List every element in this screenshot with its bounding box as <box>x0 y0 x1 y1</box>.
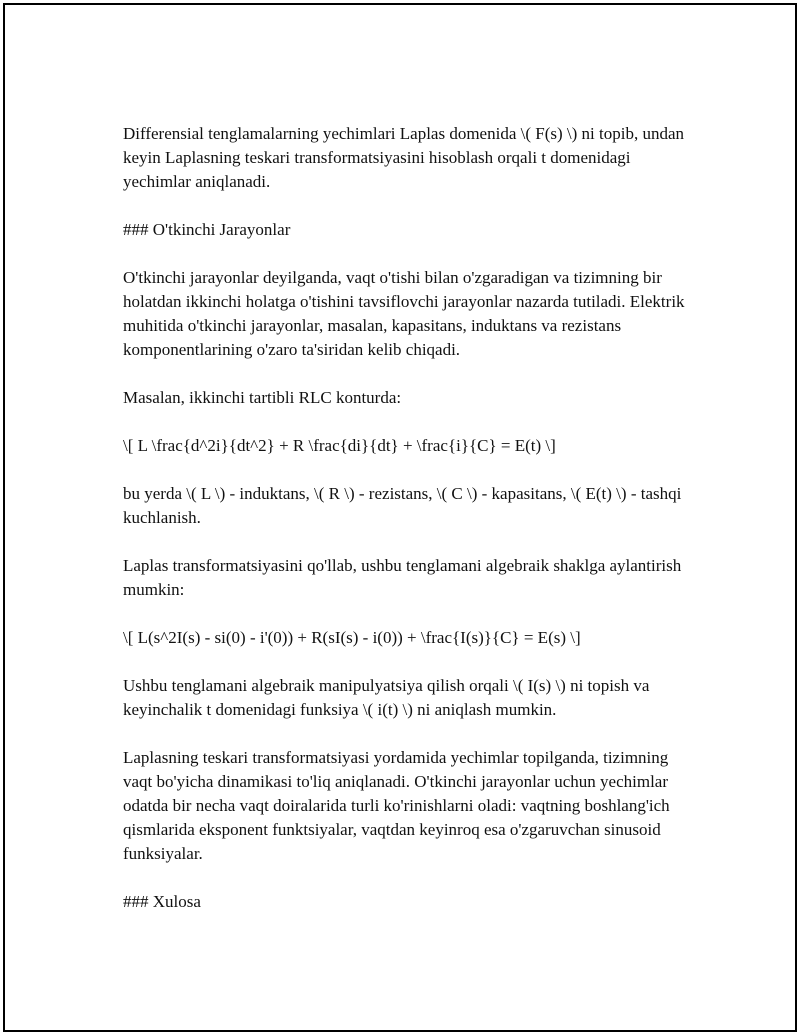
document-body <box>123 122 693 938</box>
paragraph-rlc-example-intro: Masalan, ikkinchi tartibli RLC konturda: <box>123 388 402 407</box>
paragraph-laplace-apply: Laplas transformatsiyasini qo'llab, ushbu tenglamani algebraik shaklga aylantirish mumkin: <box>123 556 682 599</box>
heading-conclusion: ### Xulosa <box>123 892 201 911</box>
paragraph-variable-definitions: bu yerda \( L \) - induktans, \( R \) - rezistans, \( C \) - kapasitans, \( E(t) \) - tashqi kuchlanish. <box>123 484 682 527</box>
heading-transient-processes: ### O'tkinchi Jarayonlar <box>123 220 291 239</box>
paragraph-time-dynamics: Laplasning teskari transformatsiyasi yordamida yechimlar topilganda, tizimning vaqt bo'yicha dinamikasi to'liq aniqlanadi. O'tkinchi jarayonlar uchun yechimlar odatda bir necha vaqt doiralarida turli ko'rinishlarni oladi: vaqtning boshlang'ich qismlarida eksponent funktsiyalar, vaqtdan keyinroq esa o'zgaruvchan sinusoid funksiyalar. <box>123 748 670 863</box>
paragraph-transient-definition: O'tkinchi jarayonlar deyilganda, vaqt o'tishi bilan o'zgaradigan va tizimning bir holatdan ikkinchi holatga o'tishini tavsiflovchi jarayonlar nazarda tutiladi. Elektrik muhitida o'tkinchi jarayonlar, masalan, kapasitans, induktans va rezistans komponentlarining o'zaro ta'siridan kelib chiqadi. <box>123 268 685 359</box>
equation-rlc-differential: \[ L \frac{d^2i}{dt^2} + R \frac{di}{dt} + \frac{i}{C} = E(t) \] <box>123 436 556 455</box>
paragraph-algebraic-manipulation: Ushbu tenglamani algebraik manipulyatsiya qilish orqali \( I(s) \) ni topish va keyinchalik t domenidagi funksiya \( i(t) \) ni aniqlash mumkin. <box>123 676 650 719</box>
page-frame <box>3 3 797 1032</box>
paragraph-laplace-solutions: Differensial tenglamalarning yechimlari Laplas domenida \( F(s) \) ni topib, undan keyin Laplasning teskari transformatsiyasini hisoblash orqali t domenidagi yechimlar aniqlanadi. <box>123 124 684 191</box>
equation-rlc-laplace: \[ L(s^2I(s) - si(0) - i'(0)) + R(sI(s) - i(0)) + \frac{I(s)}{C} = E(s) \] <box>123 628 581 647</box>
